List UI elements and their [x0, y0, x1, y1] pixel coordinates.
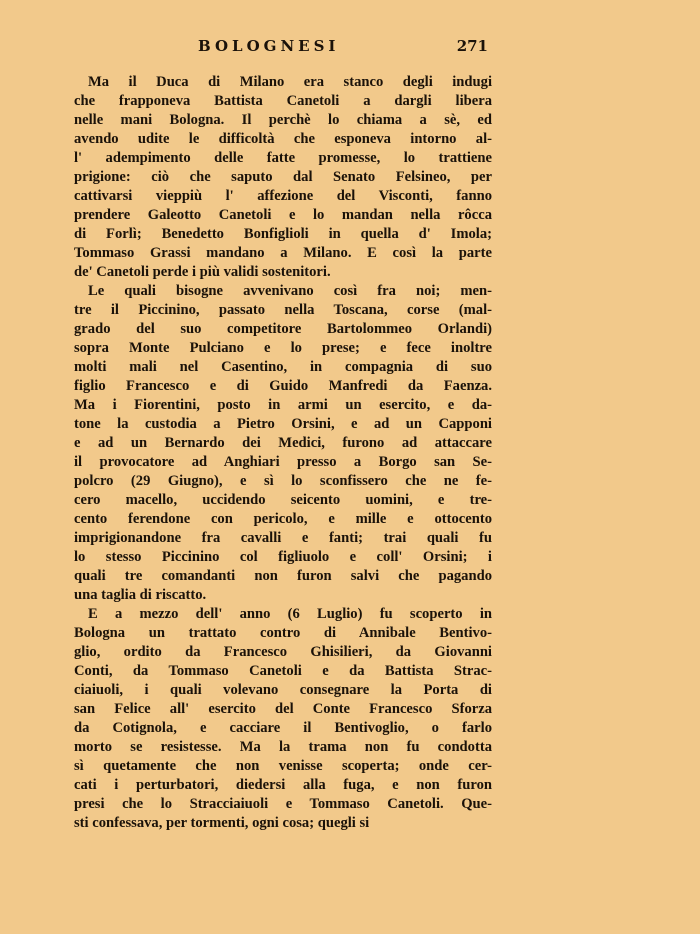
text-line: de' Canetoli perde i più validi sostenitori. [74, 264, 331, 280]
text-line: presi che lo Stracciaiuoli e Tommaso Canetoli. Que- [74, 796, 492, 812]
text-line: molti mali nel Casentino, in compagnia di suo [74, 359, 492, 375]
text-line: Ma i Fiorentini, posto in armi un esercito, e da- [74, 397, 492, 413]
text-line: cattivarsi vieppiù l' affezione del Visconti, fanno [74, 188, 492, 204]
text-line: che frapponeva Battista Canetoli a dargli libera [74, 93, 492, 109]
text-line: prendere Galeotto Canetoli e lo mandan nella rôcca [74, 207, 492, 223]
text-line: Bologna un trattato contro di Annibale Bentivo- [74, 625, 492, 641]
text-line: cati i perturbatori, diedersi alla fuga, e non furon [74, 777, 492, 793]
text-line: sì quetamente che non venisse scoperta; onde cer- [74, 758, 492, 774]
text-line: Tommaso Grassi mandano a Milano. E così la parte [74, 245, 492, 261]
text-line: tre il Piccinino, passato nella Toscana, corse (mal- [74, 302, 492, 318]
text-line: ciaiuoli, i quali volevano consegnare la Porta di [74, 682, 492, 698]
text-line: figlio Francesco e di Guido Manfredi da Faenza. [74, 378, 492, 394]
text-line: di Forlì; Benedetto Bonfiglioli in quella d' Imola; [74, 226, 492, 242]
text-line: avendo udite le difficoltà che esponeva intorno al- [74, 131, 492, 147]
text-line: quali tre comandanti non furon salvi che pagando [74, 568, 492, 584]
text-line: cento ferendone con pericolo, e mille e ottocento [74, 511, 492, 527]
body-text [74, 73, 492, 833]
text-line: Conti, da Tommaso Canetoli e da Battista Strac- [74, 663, 492, 679]
text-line: san Felice all' esercito del Conte Francesco Sforza [74, 701, 492, 717]
text-line: morto se resistesse. Ma la trama non fu condotta [74, 739, 492, 755]
text-line: grado del suo competitore Bartolommeo Orlandi) [74, 321, 492, 337]
text-line: sopra Monte Pulciano e lo prese; e fece inoltre [74, 340, 492, 356]
text-line: glio, ordito da Francesco Ghisilieri, da Giovanni [74, 644, 492, 660]
page-number: 271 [456, 37, 488, 55]
text-line: tone la custodia a Pietro Orsini, e ad un Capponi [74, 416, 492, 432]
text-line: il provocatore ad Anghiari presso a Borgo san Se- [74, 454, 492, 470]
text-line: polcro (29 Giugno), e sì lo sconfissero che ne fe- [74, 473, 492, 489]
paragraph [74, 605, 492, 833]
text-line: sti confessava, per tormenti, ogni cosa; quegli si [74, 815, 370, 831]
text-line: imprigionandone fra cavalli e fanti; trai quali fu [74, 530, 492, 546]
page-header [88, 37, 488, 59]
text-line: E a mezzo dell' anno (6 Luglio) fu scoperto in [88, 606, 492, 622]
paragraph [74, 73, 492, 282]
text-line: e ad un Bernardo dei Medici, furono ad attaccare [74, 435, 492, 451]
text-line: lo stesso Piccinino col figliuolo e coll' Orsini; i [74, 549, 492, 565]
text-line: l' adempimento delle fatte promesse, lo trattiene [74, 150, 492, 166]
text-line: prigione: ciò che saputo dal Senato Felsineo, per [74, 169, 492, 185]
text-line: Le quali bisogne avvenivano così fra noi; men- [88, 283, 492, 299]
text-line: nelle mani Bologna. Il perchè lo chiama a sè, ed [74, 112, 492, 128]
text-line: Ma il Duca di Milano era stanco degli indugi [88, 74, 492, 90]
running-title: BOLOGNESI [198, 37, 340, 55]
text-line: cero macello, uccidendo seicento uomini, e tre- [74, 492, 492, 508]
paragraph [74, 282, 492, 605]
text-line: una taglia di riscatto. [74, 587, 207, 603]
text-line: da Cotignola, e cacciare il Bentivoglio, o farlo [74, 720, 492, 736]
